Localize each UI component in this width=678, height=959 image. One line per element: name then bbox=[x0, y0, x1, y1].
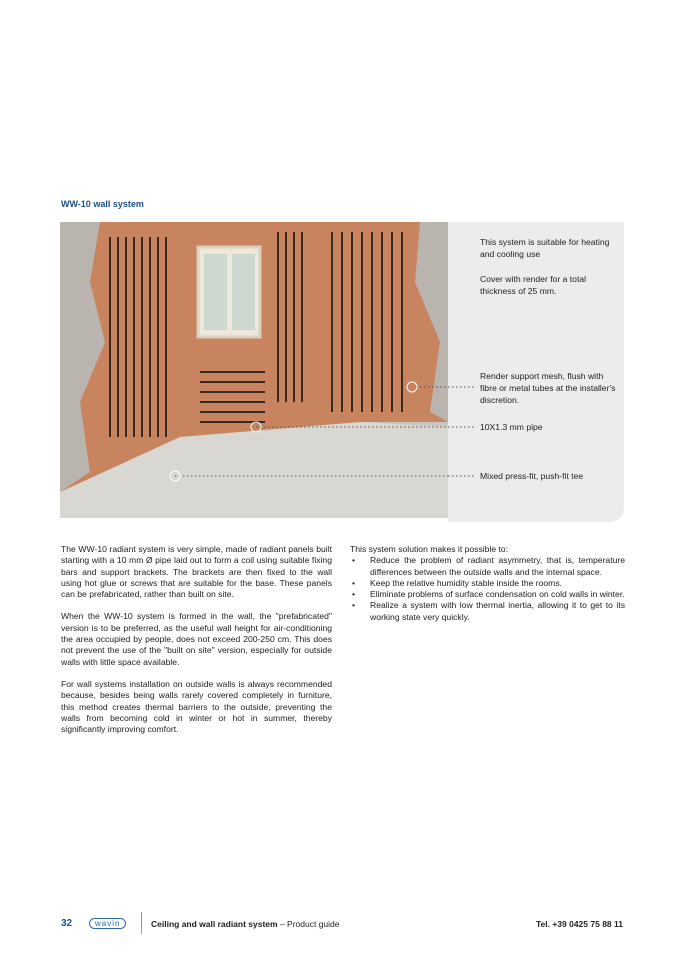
list-item: • Realize a system with low thermal inertia, allowing it to get to its working state very quickly. bbox=[350, 600, 625, 623]
footer-title-rest: – Product guide bbox=[277, 919, 340, 929]
callout-heating-cooling: This system is suitable for heating and cooling use bbox=[480, 237, 610, 259]
paragraph: The WW-10 radiant system is very simple, made of radiant panels built starting with a 10 mm Ø pipe laid out to form a coil using suitable fixing bars and support brackets. The brackets are then fixed to the wall using hot glue or screws that are suitable for the base. These panels can be prefabricated, rather than built on site. bbox=[61, 544, 332, 600]
callout-render-thickness: Cover with render for a total thickness of 25 mm. bbox=[480, 274, 587, 296]
list-intro: This system solution makes it possible to: bbox=[350, 544, 509, 554]
leader-lines bbox=[448, 380, 480, 480]
phone-number: Tel. +39 0425 75 88 11 bbox=[535, 919, 623, 929]
right-column bbox=[350, 544, 625, 623]
callout-pipe: 10X1.3 mm pipe bbox=[480, 422, 543, 432]
paragraph: When the WW-10 system is formed in the wall, the "prefabricated" version is to be preferred, as the useful wall height for air-conditioning the area occupied by people, does not exceed 200-250 cm. This does not prevent the use of the "built on site" version, especially for outside walls with little space available. bbox=[61, 611, 332, 667]
wall-system-illustration bbox=[60, 222, 448, 518]
section-title: WW-10 wall system bbox=[61, 199, 144, 209]
divider bbox=[141, 912, 142, 934]
paragraph: For wall systems installation on outside walls is always recommended because, besides being walls rarely covered completely in furniture, this method creates thermal barriers to the outside, preventing the walls from becoming cold in winter or hot in summer, thereby significantly improving comfort. bbox=[61, 678, 332, 735]
callout-tee: Mixed press-fit, push-fit tee bbox=[480, 471, 584, 481]
list-item: • Reduce the problem of radiant asymmetry, that is, temperature differences between the outside walls and the internal space. bbox=[350, 555, 625, 578]
callout-render-mesh: Render support mesh, flush with fibre or metal tubes at the installer's discretion. bbox=[480, 371, 616, 405]
left-column bbox=[61, 544, 332, 746]
benefits-list bbox=[350, 555, 625, 623]
footer-title-bold: Ceiling and wall radiant system bbox=[151, 919, 278, 929]
wavin-logo: wavin bbox=[89, 918, 126, 929]
list-item: • Eliminate problems of surface condensation on cold walls in winter. bbox=[350, 589, 625, 600]
page-number: 32 bbox=[61, 918, 73, 929]
list-item: • Keep the relative humidity stable inside the rooms. bbox=[350, 578, 625, 589]
footer-title bbox=[151, 919, 340, 929]
